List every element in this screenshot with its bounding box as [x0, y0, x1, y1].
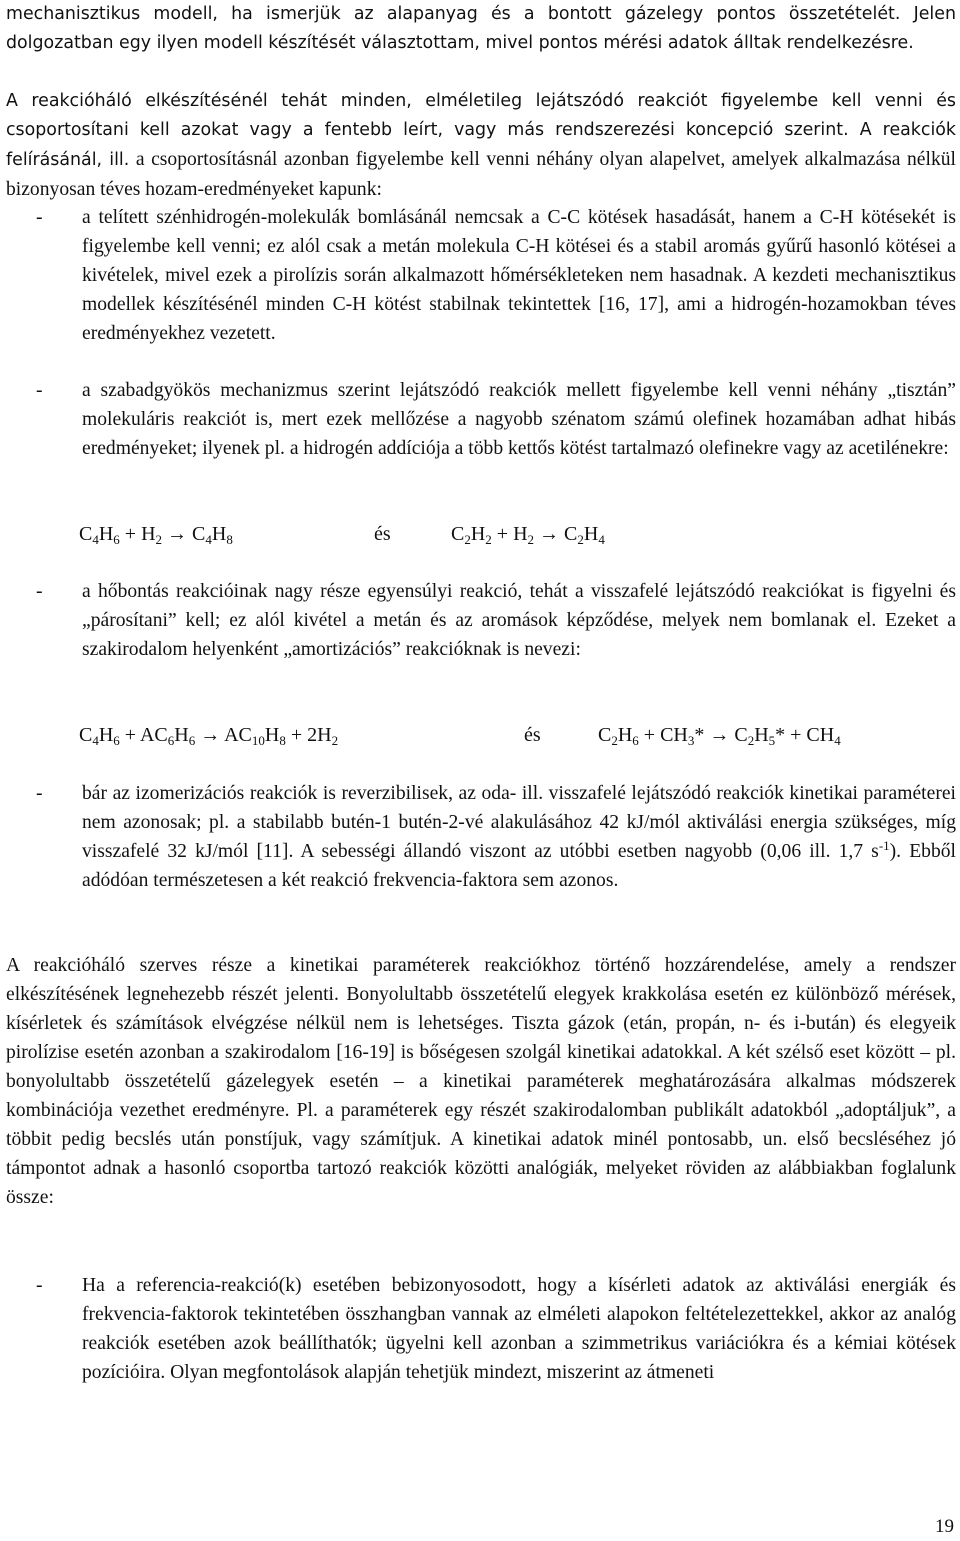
list-item: [6, 779, 956, 895]
list-dash: -: [36, 581, 43, 602]
list-item: [6, 1271, 956, 1387]
list-item-text: a hőbontás reakcióinak nagy része egyensúlyi reakció, tehát a visszafelé lejátszódó reakciókat is figyelni és „párosítani” kell; ez alól kivétel a metán és az aromások képződése, melyek nem bomlanak el. Ezeket a szakirodalom helyenként „amortizációs” reakcióknak is nevezi:: [82, 581, 956, 660]
list-item-text: Ha a referencia-reakció(k) esetében bebizonyosodott, hogy a kísérleti adatok az aktiválási energiák és frekvencia-faktorok tekintetében összhangban vannak az elméleti alapokon feltételezettekkel, akkor az analóg reakciók esetében azok beállíthatók; ügyelni kell azonban a szimmetrikus variációkra és a kémiai kötések pozícióira. Olyan megfontolások alapján tehetjük mindezt, miszerint az átmeneti: [82, 1275, 956, 1383]
list-item-text-part: bár az izomerizációs reakciók is reverzibilisek, az oda- ill. visszafelé lejátszódó reakciók kinetikai paraméterei nem azonosak; pl. a stabilabb butén-1 butén-2-vé alakulásához 42 kJ/mól aktiválási energia szükséges, míg visszafelé 32 kJ/mól [11]. A sebességi állandó viszont az utóbbi esetben nagyobb (0,06 ill. 1,7 s: [82, 783, 956, 862]
list-item: [6, 203, 956, 348]
list-dash: -: [36, 783, 43, 804]
list-item-text-part: ). Ebből adódóan természetesen a két reakció frekvencia-faktora sem azonos.: [82, 841, 956, 891]
formula-and-2: és: [524, 724, 541, 746]
formula-left-1: $C_4H_6 + H_2 \to C_4H_8$: [79, 523, 233, 547]
formula-and-1: és: [374, 523, 391, 545]
list-dash: -: [36, 1275, 43, 1296]
list-dash: -: [36, 207, 43, 228]
paragraph-kinetics: A reakcióháló szerves része a kinetikai paraméterek reakciókhoz történő hozzárendelése, amely a rendszer elkészítésének legnehezebb részét jelenti. Bonyolultabb összetételű elegyek krakkolása esetén ez különböző mérések, kísérletek és számítások elvégzése nélkül nem is lehetséges. Tiszta gázok (etán, propán, n- és i-bután) és elegyeik pirolízise esetén azonban a szakirodalom [16-19] is bőségesen szolgál kinetikai adatokkal. A két szélső eset között – pl. bonyolultabb összetételű gázelegyek esetén – a kinetikai paraméterek meghatározására alkalmas módszerek kombinációja vezethet eredményre. Pl. a paraméterek egy részét szakirodalomban publikált adatokból „adoptáljuk”, a többit pedig becslés után ponstíjuk, vagy számítjuk. A kinetikai adatok minél pontosabb, un. első becsléséhez jó támpontot adnak a hasonló csoportba tartozó reakciók közötti analógiák, melyeket röviden az alábbiakban foglalunk össze:: [6, 955, 956, 1208]
list-item-text: [82, 779, 956, 895]
page-number: 19: [935, 1516, 954, 1537]
paragraph-reaction-network-sans: A reakcióháló elkészítésénél tehát minden, elméletileg lejátszódó reakciót figyelembe kell venni és csoportosítani kell azokat vagy a fentebb leírt, vagy más rendszerezési koncepció szerint. A reakciók felírásánál, ill.: [6, 91, 956, 170]
list-dash: -: [36, 380, 43, 401]
formula-right-2: $C_2H_6 + CH_3* \to C_2H_5* + CH_4$: [598, 724, 841, 748]
formula-left-2: $C_4H_6 + AC_6H_6 \to AC_{10}H_8 + 2H_2$: [79, 724, 339, 748]
formula-right-1: $C_2H_2 + H_2 \to C_2H_4$: [451, 523, 605, 547]
list-item-text: a szabadgyökös mechanizmus szerint lejátszódó reakciók mellett figyelembe kell venni néhány „tisztán” molekuláris reakciót is, mert ezek mellőzése a nagyobb szénatom számú olefinek hozamában adhat hibás eredményeket; ilyenek pl. a hidrogén addíciója a több kettős kötést tartalmazó olefinekre vagy az acetilénekre:: [82, 380, 956, 459]
list-item: [6, 376, 956, 463]
superscript: -1: [878, 838, 890, 853]
list-item-text: a telített szénhidrogén-molekulák bomlásánál nemcsak a C-C kötések hasadását, hanem a C-H kötésekét is figyelembe kell venni; ez alól csak a metán molekula C-H kötései és a stabil aromás gyűrű hasonló kötései a kivételek, mivel ezek a pirolízis során alkalmazott hőmérsékleteken nem hasadnak. A kezdeti mechanisztikus modellek készítésénél minden C-H kötést stabilnak tekintettek [16, 17], ami a hidrogén-hozamokban téves eredményekhez vezetett.: [82, 207, 956, 344]
paragraph-reaction-network: [6, 87, 956, 205]
paragraph-intro: mechanisztikus modell, ha ismerjük az alapanyag és a bontott gázelegy pontos összetételét. Jelen dolgozatban egy ilyen modell készítését választottam, mivel pontos mérési adatok álltak rendelkezésre.: [6, 4, 956, 53]
list-item: [6, 577, 956, 664]
paragraph-reaction-network-serif: a csoportosításnál azonban figyelembe kell venni néhány olyan alapelvet, amelyek alkalmazása nélkül bizonyosan téves hozam-eredményeket kapunk:: [6, 149, 956, 200]
